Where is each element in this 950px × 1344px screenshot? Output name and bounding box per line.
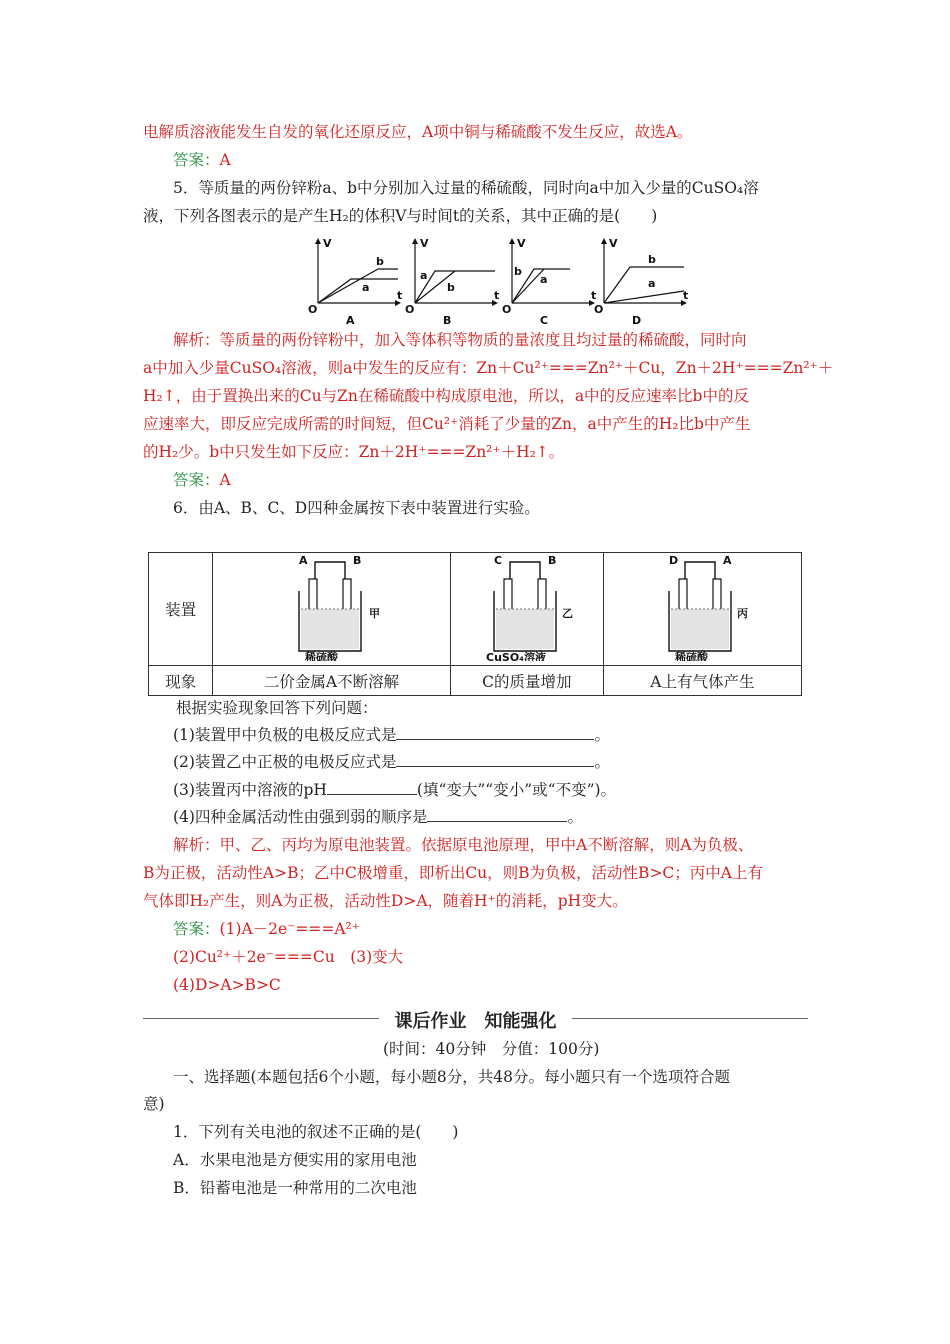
device-name: 甲 [368, 607, 380, 620]
q5-explain-4: 应速率大，即反应完成所需的时间短，但Cu²⁺消耗了少量的Zn，a中产生的H₂比b中产生 [143, 415, 751, 433]
q5-graph-a-lower: a [362, 281, 370, 294]
q5-graph-a-caption: A [346, 314, 355, 327]
q5-graph-d-axis-x: t [683, 289, 689, 302]
q5-graph-c-origin: O [502, 303, 512, 316]
q5-graph-c-axis-x: t [591, 289, 597, 302]
q6-explain-2: B为正极，活动性A>B；乙中C极增重，即析出Cu，则B为负极，活动性B>C；丙中A上有 [143, 864, 763, 882]
question-1: 1．下列有关电池的叙述不正确的是( ) [173, 1123, 459, 1141]
q5-graph-d-axis-y: V [609, 237, 618, 250]
section-header [143, 1006, 808, 1032]
option-a[interactable]: A．水果电池是方便实用的家用电池 [173, 1151, 417, 1169]
q6-answer-2: (2)Cu²⁺＋2e⁻===Cu (3)变大 [173, 948, 404, 966]
electrode-a-label: A [723, 554, 732, 567]
solution-label: 稀硫酸 [675, 651, 709, 661]
section-title: 课后作业 知能强化 [385, 1011, 567, 1032]
q5-graph-c [500, 235, 600, 327]
device-name: 丙 [737, 607, 749, 620]
q5-explain-1: 解析：等质量的两份锌粉中，加入等体积等物质的量浓度且均过量的稀硫酸，同时向 [173, 331, 747, 349]
q5-graph-a [306, 235, 406, 327]
q5-stem-line1: 5．等质量的两份锌粉a、b中分别加入过量的稀硫酸，同时向a中加入少量的CuSO₄溶 [173, 179, 759, 197]
q5-graph-d [592, 235, 692, 327]
q5-stem-line2: 液，下列各图表示的是产生H₂的体积V与时间t的关系，其中正确的是( ) [143, 207, 658, 225]
apparatus-table [148, 552, 802, 696]
q6-explain-1: 解析：甲、乙、丙均为原电池装置。依据原电池原理，甲中A不断溶解，则A为负极、 [173, 836, 754, 854]
phenomenon-yi: C的质量增加 [450, 666, 603, 696]
q6-subq-3: (3)装置丙中溶液的pH (填“变大”“变小”或“不变”)。 [173, 781, 617, 799]
electrode-b-label: B [547, 554, 557, 567]
solution-label: CuSO₄溶液 [485, 651, 546, 661]
q5-explain-3: H₂↑，由于置换出来的Cu与Zn在稀硫酸中构成原电池，所以，a中的反应速率比b中的反 [143, 387, 749, 405]
electrode-c-label: C [493, 554, 502, 567]
q5-graph-d-origin: O [594, 303, 604, 316]
device-name: 乙 [561, 607, 573, 620]
electrode-b-label: B [352, 554, 361, 567]
q6-prompt: 根据实验现象回答下列问题： [176, 699, 378, 717]
q5-graph-d-lower: a [648, 277, 656, 290]
q6-explain-3: 气体即H₂产生，则A为正极，活动性D>A，随着H⁺的消耗，pH变大。 [143, 892, 628, 910]
q5-graph-b-axis-y: V [420, 237, 429, 250]
q5-graph-b-origin: O [405, 303, 415, 316]
electrode-a-label: A [298, 554, 308, 567]
row-label-phenomenon: 现象 [149, 666, 213, 696]
answer-blank-4[interactable] [427, 807, 567, 822]
part-one-heading-cont: 意) [143, 1095, 165, 1113]
q5-graph-a-origin: O [308, 303, 318, 316]
answer-blank-3[interactable] [327, 780, 417, 795]
q5-graph-c-caption: C [540, 314, 549, 327]
q6-answer-1: 答案：(1)A－2e⁻===A²⁺ [173, 920, 360, 938]
q5-graph-b [403, 235, 503, 327]
device-yi [450, 553, 603, 666]
part-one-heading: 一、选择题(本题包括6个小题，每小题8分，共48分。每小题只有一个选项符合题 [173, 1068, 730, 1086]
section-meta: (时间：40分钟 分值：100分) [383, 1040, 600, 1058]
q6-subq-2: (2)装置乙中正极的电极反应式是 。 [173, 753, 610, 771]
q6-subq-4: (4)四种金属活动性由强到弱的顺序是 。 [173, 808, 583, 826]
q5-graph-a-axis-y: V [323, 237, 332, 250]
q5-graph-d-upper: b [648, 253, 656, 266]
q6-subq-1: (1)装置甲中负极的电极反应式是 。 [173, 726, 610, 744]
q4-explanation-end: 电解质溶液能发生自发的氧化还原反应，A项中铜与稀硫酸不发生反应，故选A。 [143, 123, 693, 141]
q4-answer: 答案：A [173, 151, 231, 169]
q5-graph-b-caption: B [443, 314, 452, 327]
q5-graph-c-lower: a [540, 273, 548, 286]
q5-graph-c-axis-y: V [517, 237, 526, 250]
solution-label: 稀硫酸 [304, 651, 338, 661]
q5-graph-a-axis-x: t [397, 289, 403, 302]
answer-blank-2[interactable] [396, 752, 594, 767]
q5-graph-a-upper: b [376, 255, 384, 268]
option-b[interactable]: B．铅蓄电池是一种常用的二次电池 [173, 1179, 417, 1197]
q5-explain-2: a中加入少量CuSO₄溶液，则a中发生的反应有：Zn＋Cu²⁺===Zn²⁺＋Cu，Zn＋2H⁺===Zn²⁺＋ [143, 359, 834, 377]
electrode-d-label: D [669, 554, 679, 567]
q5-graph-b-axis-x: t [494, 289, 500, 302]
device-jia [213, 553, 451, 666]
phenomenon-bing: A上有气体产生 [603, 666, 801, 696]
q6-answer-3: (4)D>A>B>C [173, 976, 281, 994]
row-label-device: 装置 [149, 553, 213, 666]
q5-explain-5: 的H₂少。b中只发生如下反应：Zn＋2H⁺===Zn²⁺＋H₂↑。 [143, 443, 565, 461]
device-bing [603, 553, 801, 666]
q5-answer: 答案：A [173, 471, 231, 489]
q5-graph-b-lower: b [447, 281, 455, 294]
phenomenon-jia: 二价金属A不断溶解 [213, 666, 451, 696]
q5-graph-c-upper: b [514, 265, 522, 278]
answer-blank-1[interactable] [396, 725, 594, 740]
q5-graph-d-caption: D [632, 314, 642, 327]
q5-graph-b-upper: a [420, 269, 428, 282]
q6-stem: 6．由A、B、C、D四种金属按下表中装置进行实验。 [173, 499, 540, 517]
